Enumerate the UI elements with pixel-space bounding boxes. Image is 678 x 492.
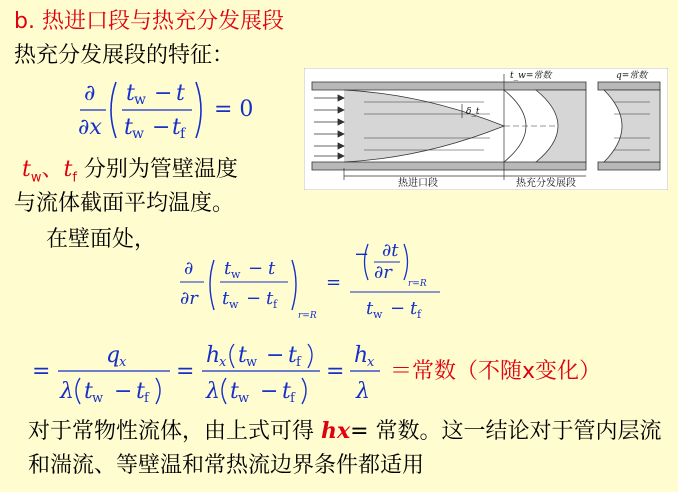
- label-q-constant: q=常数: [616, 71, 648, 81]
- svg-text:−: −: [248, 258, 264, 279]
- svg-text:t: t: [288, 343, 297, 368]
- svg-text:t: t: [282, 379, 291, 404]
- svg-text:w: w: [231, 268, 241, 281]
- svg-text:t: t: [230, 379, 239, 404]
- svg-text:λ: λ: [356, 379, 370, 404]
- svg-text:x: x: [219, 355, 227, 370]
- svg-text:∂: ∂: [84, 81, 96, 106]
- formula-hx-constant: [28, 340, 388, 406]
- svg-text:f: f: [144, 391, 149, 406]
- svg-text:t: t: [238, 343, 247, 368]
- svg-text:w: w: [246, 355, 258, 370]
- svg-text:−: −: [114, 379, 133, 404]
- tw-symbol: t: [22, 157, 31, 182]
- svg-text:r=R: r=R: [408, 279, 427, 289]
- svg-text:x: x: [367, 355, 375, 370]
- label-developed: 热充分发展段: [516, 178, 576, 189]
- label-entrance: 热进口段: [398, 178, 438, 189]
- svg-text:t: t: [366, 298, 374, 319]
- svg-text:−: −: [152, 115, 171, 140]
- svg-text:−: −: [390, 298, 406, 319]
- conclusion-part-b: = 常数。这一结论对于管内层流和湍流、等壁温和常热流边界条件都适用: [28, 419, 662, 478]
- svg-text:−: −: [154, 81, 173, 106]
- svg-text:q: q: [106, 343, 121, 368]
- svg-text:−: −: [354, 244, 370, 265]
- svg-text:t: t: [222, 288, 230, 309]
- at-wall-text: 在壁面处，: [46, 227, 157, 252]
- svg-text:=: =: [32, 359, 51, 384]
- svg-text:f: f: [417, 308, 422, 321]
- tf-subscript: f: [72, 170, 77, 186]
- svg-text:r=R: r=R: [298, 311, 317, 321]
- svg-text:=: =: [326, 359, 345, 384]
- svg-text:t: t: [172, 115, 181, 140]
- svg-text:−: −: [266, 343, 285, 368]
- svg-text:−: −: [260, 379, 279, 404]
- tube-flow-diagram: [304, 68, 668, 190]
- svg-text:= 0: = 0: [214, 97, 254, 122]
- svg-text:t: t: [126, 81, 135, 106]
- svg-text:f: f: [180, 126, 186, 142]
- svg-text:t: t: [84, 379, 93, 404]
- svg-text:w: w: [373, 308, 383, 321]
- svg-text:=: =: [176, 359, 195, 384]
- symbol-separator: 、: [41, 157, 64, 182]
- svg-text:f: f: [296, 355, 301, 370]
- svg-text:h: h: [354, 343, 369, 368]
- svg-text:λ: λ: [206, 379, 220, 404]
- description-text-1: 分别为管壁温度: [76, 157, 238, 182]
- svg-text:t: t: [136, 379, 145, 404]
- svg-text:∂r: ∂r: [374, 262, 392, 283]
- svg-text:x: x: [119, 355, 127, 370]
- section-heading: 热充分发展段的特征：: [14, 43, 235, 68]
- svg-text:t: t: [410, 298, 418, 319]
- svg-text:∂r: ∂r: [180, 288, 198, 309]
- svg-text:w: w: [92, 391, 104, 406]
- conclusion-part-a: 对于常物性流体，由上式可得: [28, 419, 321, 444]
- svg-text:w: w: [134, 92, 146, 108]
- svg-text:t: t: [268, 258, 276, 279]
- conclusion-text: [28, 414, 678, 483]
- svg-text:=: =: [326, 272, 342, 293]
- svg-text:∂x: ∂x: [78, 115, 102, 140]
- description-text-2: 与流体截面平均温度。: [14, 191, 235, 216]
- svg-text:∂: ∂: [184, 258, 194, 279]
- tf-symbol: t: [63, 157, 73, 182]
- svg-text:∂t: ∂t: [382, 240, 399, 261]
- slide-title: b. 热进口段与热充分发展段: [14, 9, 284, 34]
- svg-text:w: w: [229, 298, 239, 311]
- svg-text:h: h: [206, 343, 221, 368]
- formula-wall-gradient: [178, 238, 468, 324]
- svg-text:t: t: [224, 258, 232, 279]
- svg-text:w: w: [132, 126, 144, 142]
- svg-text:t: t: [266, 288, 274, 309]
- svg-text:f: f: [290, 391, 295, 406]
- svg-text:t: t: [176, 81, 185, 106]
- svg-text:w: w: [238, 391, 250, 406]
- svg-text:f: f: [273, 298, 278, 311]
- constant-note: ＝常数（不随x变化）: [390, 359, 602, 384]
- hx-symbol: hx: [321, 418, 351, 444]
- formula-developed-condition: [76, 76, 276, 142]
- symbol-description: [22, 152, 238, 185]
- svg-text:−: −: [246, 288, 262, 309]
- label-delta-t: δ_t: [466, 107, 480, 117]
- svg-text:λ: λ: [60, 379, 74, 404]
- label-tw-constant: t_w=常数: [510, 71, 552, 81]
- svg-text:t: t: [124, 115, 133, 140]
- tw-subscript: w: [30, 170, 42, 186]
